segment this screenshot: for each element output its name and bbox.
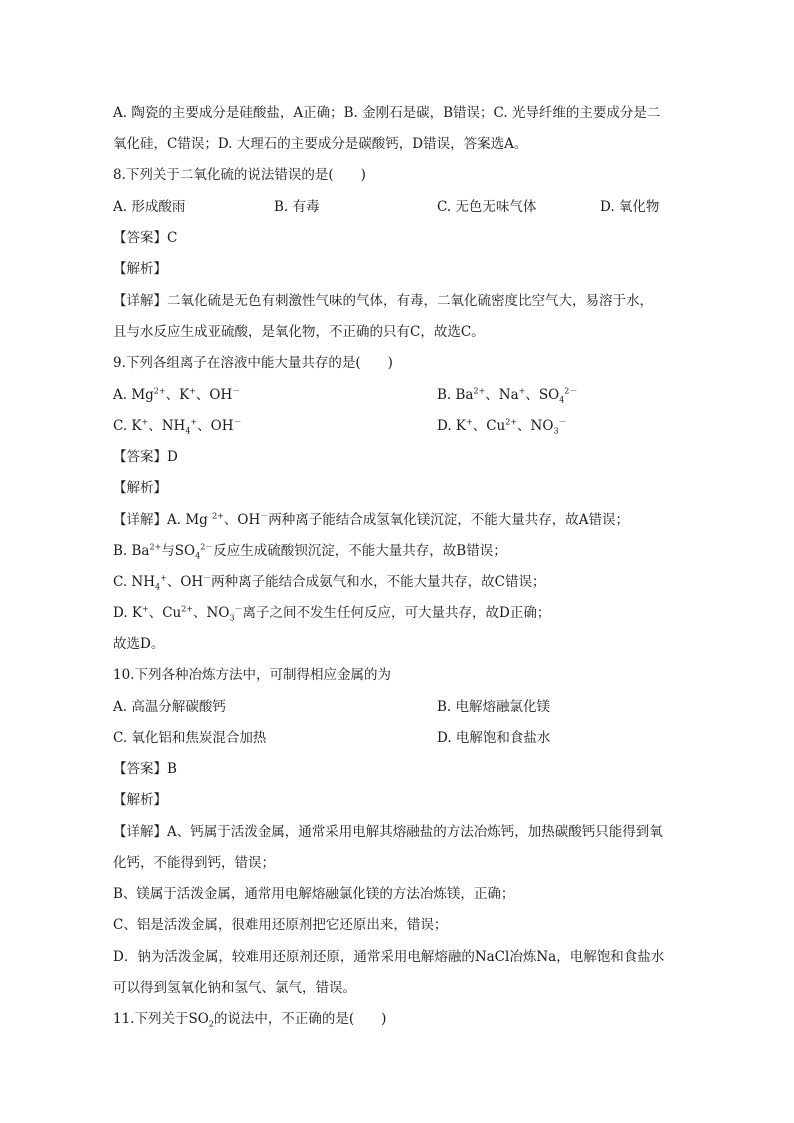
- q10-detail-line-1: 【详解】A、钙属于活泼金属，通常采用电解其熔融盐的方法冶炼钙，加热碳酸钙只能得到氧: [113, 824, 663, 840]
- q10-detail-line-2: 化钙，不能得到钙，错误；: [113, 855, 275, 871]
- q9-analysis-heading: 【解析】: [113, 480, 167, 496]
- q10-detail-line-4: C、铝是活泼金属，很难用还原剂把它还原出来，错误；: [113, 917, 448, 933]
- q10-answer: 【答案】B: [113, 761, 177, 777]
- q9-detail-line-2: B. $Ba^{2+}$与$SO_4^{2-}$反应生成硫酸钡沉淀，不能大量共存，故B错误；: [113, 542, 507, 561]
- q10-stem: 10.下列各种冶炼方法中，可制得相应金属的为: [113, 667, 391, 683]
- q10-analysis-heading: 【解析】: [113, 792, 167, 808]
- q8-option-c: C. 无色无味气体: [437, 199, 537, 215]
- q7-analysis-line-2: 氧化硅，C错误；D. 大理石的主要成分是碳酸钙，D错误，答案选A。: [113, 136, 528, 152]
- q8-detail-line-1: 【详解】二氧化硫是无色有刺激性气味的气体，有毒，二氧化硫密度比空气大，易溶于水，: [113, 293, 653, 309]
- q10-option-b: B. 电解熔融氯化镁: [437, 699, 551, 715]
- q8-analysis-heading: 【解析】: [113, 261, 167, 277]
- q11-stem: 11.下列关于$SO_2$的说法中，不正确的是( ): [113, 1011, 387, 1029]
- q9-detail-line-3: C. $NH_4^+$、OH－两种离子能结合成氨气和水，不能大量共存，故C错误；: [113, 573, 546, 592]
- q9-conclusion: 故选D。: [113, 636, 165, 652]
- q9-detail-line-1: 【详解】A. Mg $^{2+}$、OH－两种离子能结合成氢氧化镁沉淀，不能大量共存，故A错误；: [113, 511, 629, 528]
- q10-detail-line-3: B、镁属于活泼金属，通常用电解熔融氯化镁的方法冶炼镁，正确；: [113, 886, 515, 902]
- q9-stem: 9.下列各组离子在溶液中能大量共存的是( ): [113, 355, 393, 371]
- q9-option-c: C. K+、$NH_4^+$、OH－: [113, 417, 242, 436]
- q7-analysis-line-1: A. 陶瓷的主要成分是硅酸盐，A正确；B. 金刚石是碳，B错误；C. 光导纤维的主要成分是二: [113, 105, 661, 121]
- q10-detail-line-6: 可以得到氢氧化钠和氢气、氯气，错误。: [113, 980, 356, 996]
- q10-detail-line-5: D．钠为活泼金属，较难用还原剂还原，通常采用电解熔融的NaCl冶炼Na，电解饱和食盐水: [113, 949, 665, 965]
- q10-option-d: D. 电解饱和食盐水: [437, 730, 551, 746]
- q8-stem: 8.下列关于二氧化硫的说法错误的是( ): [113, 167, 366, 183]
- q8-option-b: B. 有毒: [274, 199, 320, 215]
- q10-option-a: A. 高温分解碳酸钙: [113, 699, 226, 715]
- q9-option-b: B. $Ba^{2+}$、Na+、$SO_4^{2-}$: [437, 386, 578, 405]
- q8-detail-line-2: 且与水反应生成亚硫酸，是氧化物，不正确的只有C，故选C。: [113, 324, 485, 340]
- q9-detail-line-4: D. K+、$Cu^{2+}$、$NO_3^-$离子之间不发生任何反应，可大量共存，故D正确；: [113, 604, 551, 623]
- q8-option-a: A. 形成酸雨: [113, 199, 186, 215]
- q9-option-d: D. K+、$Cu^{2+}$、$NO_3^-$: [437, 417, 567, 436]
- q10-option-c: C. 氧化铝和焦炭混合加热: [113, 730, 267, 746]
- q9-option-a: A. $Mg^{2+}$、K+、OH－: [113, 386, 241, 403]
- q8-answer: 【答案】C: [113, 230, 178, 246]
- q9-answer: 【答案】D: [113, 449, 178, 465]
- q8-option-d: D. 氧化物: [600, 199, 660, 215]
